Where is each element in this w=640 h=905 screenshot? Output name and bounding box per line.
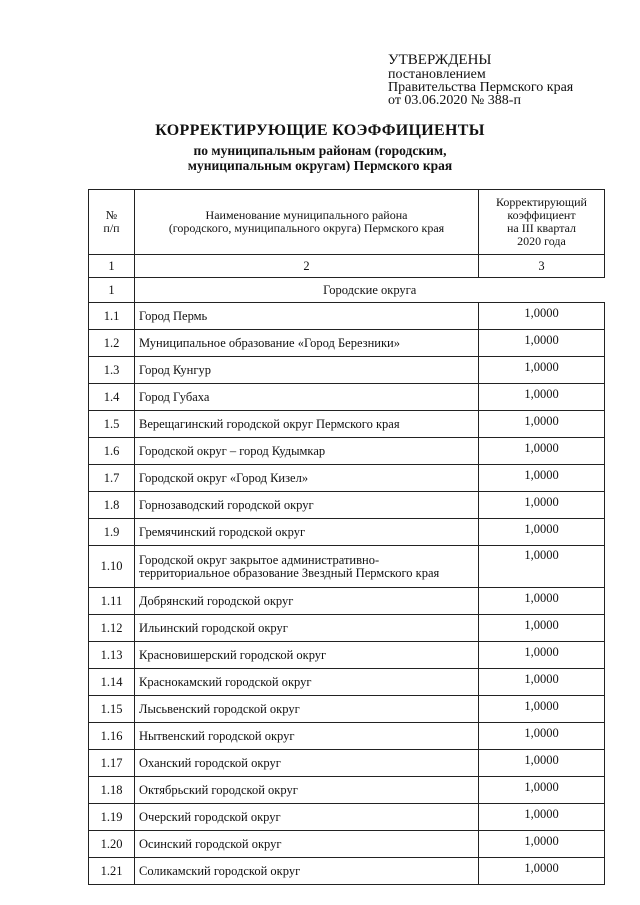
municipality-name: Осинский городской округ xyxy=(135,831,479,858)
document-subtitle xyxy=(0,143,640,173)
header-text: на III квартал xyxy=(506,221,577,235)
coefficient-value: 1,0000 xyxy=(479,438,605,465)
row-number: 1.13 xyxy=(89,642,135,669)
section-number: 1 xyxy=(89,278,135,303)
coefficient-value: 1,0000 xyxy=(479,669,605,696)
row-number: 1.14 xyxy=(89,669,135,696)
municipality-name-line: территориальное образование Звездный Пермского края xyxy=(139,565,440,580)
table-row xyxy=(89,588,605,615)
table-row xyxy=(89,465,605,492)
approval-block xyxy=(388,52,628,107)
coefficient-value: 1,0000 xyxy=(479,642,605,669)
coefficient-value: 1,0000 xyxy=(479,804,605,831)
row-number: 1.3 xyxy=(89,357,135,384)
row-number: 1.20 xyxy=(89,831,135,858)
header-text: (городского, муниципального округа) Пермского края xyxy=(168,221,445,235)
coefficient-value: 1,0000 xyxy=(479,723,605,750)
municipality-name: Очерский городской округ xyxy=(135,804,479,831)
coefficient-value: 1,0000 xyxy=(479,357,605,384)
subtitle-line: муниципальным округам) Пермского края xyxy=(187,158,453,173)
row-number: 1.7 xyxy=(89,465,135,492)
coefficient-value: 1,0000 xyxy=(479,831,605,858)
coefficient-value: 1,0000 xyxy=(479,858,605,885)
row-number: 1.21 xyxy=(89,858,135,885)
coefficient-value: 1,0000 xyxy=(479,411,605,438)
row-number: 1.2 xyxy=(89,330,135,357)
coefficient-value: 1,0000 xyxy=(479,777,605,804)
coefficient-value: 1,0000 xyxy=(479,546,605,588)
coefficient-value: 1,0000 xyxy=(479,696,605,723)
table-row xyxy=(89,750,605,777)
header-text: п/п xyxy=(103,221,120,235)
municipality-name: Городской округ «Город Кизел» xyxy=(135,465,479,492)
header-text: Наименование муниципального района xyxy=(205,208,408,222)
coefficient-value: 1,0000 xyxy=(479,588,605,615)
row-number: 1.16 xyxy=(89,723,135,750)
municipality-name: Оханский городской округ xyxy=(135,750,479,777)
approval-line: Правительства Пермского края xyxy=(388,80,574,95)
table-row xyxy=(89,492,605,519)
row-number: 1.4 xyxy=(89,384,135,411)
municipality-name: Гремячинский городской округ xyxy=(135,519,479,546)
table-row xyxy=(89,411,605,438)
header-coefficient xyxy=(479,190,605,255)
row-number: 1.15 xyxy=(89,696,135,723)
table-row xyxy=(89,831,605,858)
coefficient-value: 1,0000 xyxy=(479,519,605,546)
subtitle-line: по муниципальным районам (городским, xyxy=(193,143,447,158)
header-text: № xyxy=(105,208,118,222)
municipality-name: Городской округ – город Кудымкар xyxy=(135,438,479,465)
section-label: Городские округа xyxy=(135,278,605,303)
row-number: 1.10 xyxy=(89,546,135,588)
municipality-name: Октябрьский городской округ xyxy=(135,777,479,804)
table-row xyxy=(89,357,605,384)
header-name xyxy=(135,190,479,255)
table-row xyxy=(89,546,605,588)
municipality-name: Город Пермь xyxy=(135,303,479,330)
municipality-name: Муниципальное образование «Город Березники» xyxy=(135,330,479,357)
municipality-name: Соликамский городской округ xyxy=(135,858,479,885)
approval-heading: УТВЕРЖДЕНЫ xyxy=(388,52,492,68)
municipality-name: Город Кунгур xyxy=(135,357,479,384)
header-text: Корректирующий xyxy=(496,195,587,209)
column-number: 1 xyxy=(89,255,135,278)
table-row xyxy=(89,519,605,546)
coefficient-value: 1,0000 xyxy=(479,750,605,777)
table-row xyxy=(89,723,605,750)
table-row xyxy=(89,642,605,669)
table-row xyxy=(89,330,605,357)
coefficient-value: 1,0000 xyxy=(479,615,605,642)
municipality-name: Краснокамский городской округ xyxy=(135,669,479,696)
header-number xyxy=(89,190,135,255)
table-row xyxy=(89,804,605,831)
row-number: 1.8 xyxy=(89,492,135,519)
column-number: 3 xyxy=(479,255,605,278)
approval-date: от 03.06.2020 № 388-п xyxy=(388,93,521,108)
section-row xyxy=(89,278,605,303)
table-row xyxy=(89,696,605,723)
row-number: 1.19 xyxy=(89,804,135,831)
document-title: КОРРЕКТИРУЮЩИЕ КОЭФФИЦИЕНТЫ xyxy=(155,122,485,139)
row-number: 1.11 xyxy=(89,588,135,615)
municipality-name: Горнозаводский городской округ xyxy=(135,492,479,519)
table-row xyxy=(89,777,605,804)
coefficient-value: 1,0000 xyxy=(479,330,605,357)
coefficient-value: 1,0000 xyxy=(479,465,605,492)
row-number: 1.5 xyxy=(89,411,135,438)
column-number: 2 xyxy=(135,255,479,278)
municipality-name-line: Городской округ закрытое административно- xyxy=(139,552,380,567)
table-row xyxy=(89,669,605,696)
table-row xyxy=(89,615,605,642)
approval-line: постановлением xyxy=(388,67,486,82)
row-number: 1.1 xyxy=(89,303,135,330)
table-row xyxy=(89,858,605,885)
row-number: 1.9 xyxy=(89,519,135,546)
row-number: 1.6 xyxy=(89,438,135,465)
coefficient-value: 1,0000 xyxy=(479,492,605,519)
coefficient-value: 1,0000 xyxy=(479,384,605,411)
municipality-name: Красновишерский городской округ xyxy=(135,642,479,669)
municipality-name: Верещагинский городской округ Пермского края xyxy=(135,411,479,438)
coefficients-table xyxy=(88,189,605,885)
municipality-name xyxy=(135,546,479,588)
table-header-row xyxy=(89,190,605,255)
header-text: 2020 года xyxy=(517,234,566,248)
coefficient-value: 1,0000 xyxy=(479,303,605,330)
municipality-name: Город Губаха xyxy=(135,384,479,411)
table-row xyxy=(89,303,605,330)
table-row xyxy=(89,438,605,465)
column-number-row xyxy=(89,255,605,278)
table-row xyxy=(89,384,605,411)
municipality-name: Лысьвенский городской округ xyxy=(135,696,479,723)
row-number: 1.17 xyxy=(89,750,135,777)
municipality-name: Добрянский городской округ xyxy=(135,588,479,615)
header-text: коэффициент xyxy=(507,208,576,222)
row-number: 1.12 xyxy=(89,615,135,642)
municipality-name: Нытвенский городской округ xyxy=(135,723,479,750)
municipality-name: Ильинский городской округ xyxy=(135,615,479,642)
row-number: 1.18 xyxy=(89,777,135,804)
